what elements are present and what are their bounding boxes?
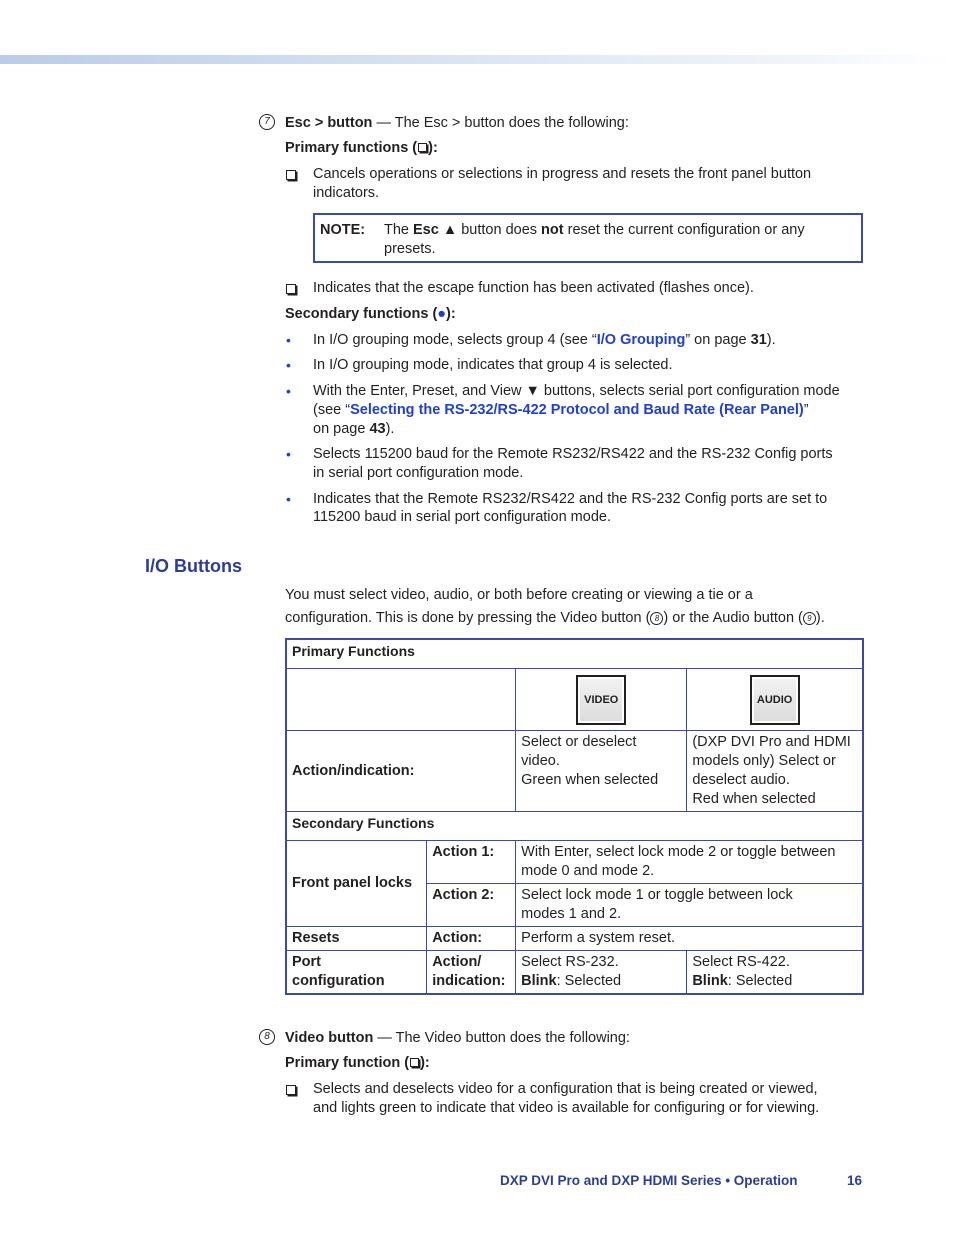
table-row bbox=[286, 639, 863, 669]
resets-label: Resets bbox=[286, 927, 427, 951]
esc-primary-item-2: Indicates that the escape function has been activated (flashes once). bbox=[313, 280, 754, 296]
action-indication-label: Action/indication: bbox=[286, 731, 516, 812]
callout-number-8: 8 bbox=[259, 1029, 275, 1045]
square-bullet-icon bbox=[286, 284, 296, 294]
esc-secondary-item-5-cont: 115200 baud in serial port configuration mode. bbox=[313, 509, 611, 525]
esc-secondary-label: Secondary functions (●): bbox=[285, 306, 456, 322]
front-panel-locks-label: Front panel locks bbox=[286, 841, 427, 927]
table-row bbox=[286, 841, 863, 884]
table-row bbox=[286, 669, 863, 731]
square-bullet-icon bbox=[286, 1085, 296, 1095]
square-bullet-icon bbox=[418, 143, 427, 152]
io-buttons-heading: I/O Buttons bbox=[145, 556, 242, 576]
dot-bullet-icon: • bbox=[286, 491, 291, 507]
esc-secondary-item-2: In I/O grouping mode, indicates that group 4 is selected. bbox=[313, 357, 673, 373]
dot-bullet-icon: • bbox=[286, 383, 291, 399]
video-heading-line bbox=[285, 1029, 630, 1048]
esc-primary-item-1-cont: indicators. bbox=[313, 185, 380, 201]
note-label: NOTE: bbox=[320, 222, 366, 238]
action1-desc: With Enter, select lock mode 2 or toggle between mode 0 and mode 2. bbox=[516, 841, 863, 884]
note-text-cont: presets. bbox=[384, 241, 436, 257]
esc-secondary-item-4-cont: in serial port configuration mode. bbox=[313, 465, 524, 481]
primary-functions-header: Primary Functions bbox=[286, 639, 863, 669]
port-config-label: Port configuration bbox=[286, 951, 427, 995]
esc-title: Esc > button bbox=[285, 115, 373, 131]
action1-label: Action 1: bbox=[427, 841, 516, 884]
video-action-cell: Select or deselect video. Green when selected bbox=[516, 731, 687, 812]
callout-number-8: 8 bbox=[650, 612, 663, 625]
secondary-functions-header: Secondary Functions bbox=[286, 812, 863, 841]
video-intro: — The Video button does the following: bbox=[373, 1030, 630, 1046]
link-io-grouping[interactable]: I/O Grouping bbox=[596, 332, 686, 348]
esc-secondary-item-5: Indicates that the Remote RS232/RS422 and the RS-232 Config ports are set to bbox=[313, 491, 828, 507]
dot-bullet-icon: • bbox=[286, 332, 291, 348]
io-intro-line2: configuration. This is done by pressing the Video button ( 8 ) or the Audio button ( 9 ). bbox=[285, 610, 825, 626]
callout-number-7: 7 bbox=[259, 114, 275, 130]
note-text: The Esc ▲ button does not reset the current configuration or any bbox=[384, 222, 805, 238]
table-row bbox=[286, 927, 863, 951]
page-number: 16 bbox=[847, 1173, 863, 1188]
dot-bullet-icon: ● bbox=[437, 306, 447, 322]
video-primary-label: Primary function ( ): bbox=[285, 1055, 430, 1071]
video-primary-item-cont: and lights green to indicate that video is available for configuring or for viewing. bbox=[313, 1100, 820, 1116]
esc-secondary-item-4: Selects 115200 baud for the Remote RS232/RS422 and the RS-232 Config ports bbox=[313, 446, 833, 462]
rs232-cell: Select RS-232. Blink: Selected bbox=[516, 951, 687, 995]
esc-heading-line bbox=[285, 114, 629, 133]
video-button-illustration: VIDEO bbox=[576, 675, 626, 725]
port-config-action-label: Action/ indication: bbox=[427, 951, 516, 995]
resets-action-label: Action: bbox=[427, 927, 516, 951]
esc-primary-item-1: Cancels operations or selections in progress and resets the front panel button bbox=[313, 166, 812, 182]
io-intro-line1: You must select video, audio, or both before creating or viewing a tie or a bbox=[285, 587, 753, 603]
esc-secondary-item-1: In I/O grouping mode, selects group 4 (see “I/O Grouping” on page 31). bbox=[313, 332, 776, 348]
video-title: Video button bbox=[285, 1030, 374, 1046]
video-primary-item: Selects and deselects video for a configuration that is being created or viewed, bbox=[313, 1081, 818, 1097]
callout-number-9: 9 bbox=[803, 612, 816, 625]
esc-secondary-item-3-cont: (see “Selecting the RS-232/RS-422 Protocol and Baud Rate (Rear Panel)” bbox=[313, 402, 809, 418]
esc-primary-label: Primary functions ( ): bbox=[285, 140, 438, 156]
esc-secondary-item-3: With the Enter, Preset, and View ▼ buttons, selects serial port configuration mode bbox=[313, 383, 840, 399]
dot-bullet-icon: • bbox=[286, 357, 291, 373]
audio-action-cell: (DXP DVI Pro and HDMI models only) Select or deselect audio. Red when selected bbox=[687, 731, 863, 812]
resets-desc: Perform a system reset. bbox=[516, 927, 863, 951]
table-row bbox=[286, 951, 863, 995]
link-rs232-protocol[interactable]: Selecting the RS-232/RS-422 Protocol and Baud Rate (Rear Panel) bbox=[350, 402, 804, 418]
footer-title: DXP DVI Pro and DXP HDMI Series • Operation bbox=[500, 1173, 798, 1188]
dot-bullet-icon: • bbox=[286, 446, 291, 462]
action2-label: Action 2: bbox=[427, 884, 516, 927]
audio-button-illustration: AUDIO bbox=[750, 675, 800, 725]
square-bullet-icon bbox=[286, 170, 296, 180]
esc-intro: — The Esc > button does the following: bbox=[372, 115, 629, 131]
square-bullet-icon bbox=[410, 1058, 419, 1067]
table-row bbox=[286, 731, 863, 812]
esc-secondary-item-3-cont2: on page 43). bbox=[313, 421, 395, 437]
table-row bbox=[286, 812, 863, 841]
rs422-cell: Select RS-422. Blink: Selected bbox=[687, 951, 863, 995]
header-bar bbox=[0, 55, 954, 64]
action2-desc: Select lock mode 1 or toggle between lock modes 1 and 2. bbox=[516, 884, 863, 927]
io-buttons-table bbox=[285, 638, 864, 995]
